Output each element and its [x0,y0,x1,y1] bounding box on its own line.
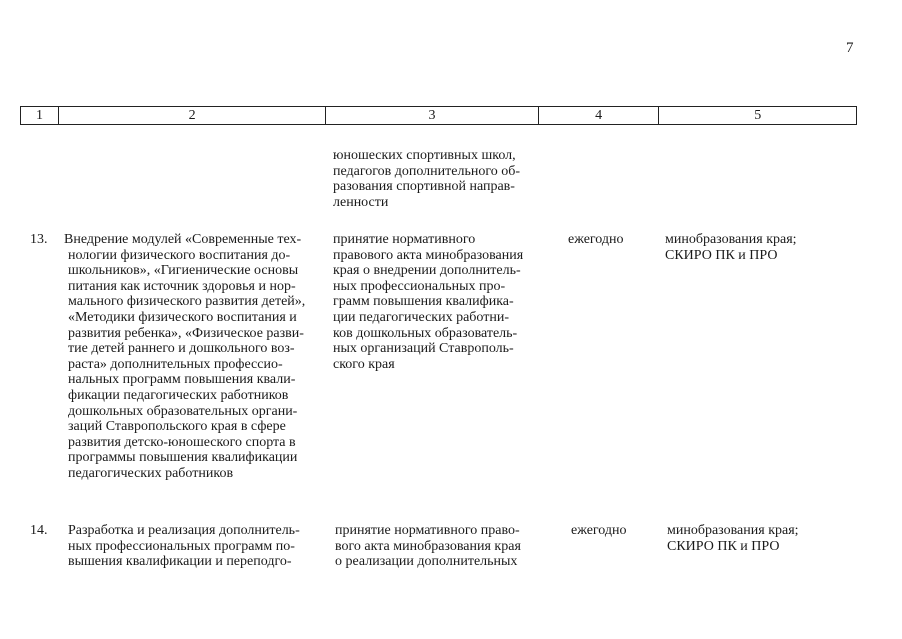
text-line: ных профессиональных программ по- [68,538,295,554]
text-line: фикации педагогических работников [68,387,289,403]
text-line: края о внедрении дополнитель- [333,263,521,279]
text-line: заций Ставропольского края в сфере [68,419,286,435]
text-line: принятие нормативного правового акта минобразования [333,232,524,263]
text-line: о реализации дополнительных [335,554,518,570]
text-line: Внедрение модулей «Современные тех- [64,232,302,247]
text-line: нальных программ повышения квали- [68,372,296,388]
text-line: вого акта минобразования края [335,538,521,554]
header-col-4: 4 [538,107,659,125]
text-line: мального физического развития детей», [68,294,306,310]
text-line: Разработка и реализация дополнитель- [68,523,300,538]
text-line: питания как источник здоровья и нор- [68,278,296,294]
text-line: вышения квалификации и переподго- [68,554,292,570]
header-col-5: 5 [659,107,857,125]
header-col-1: 1 [21,107,59,125]
text-line: развития ребенка», «Физическое разви- [68,325,304,341]
row-13-responsible [665,232,855,263]
text-line: педагогических работников [68,465,234,481]
row-14-result [335,523,540,570]
text-line: СКИРО ПК и ПРО [667,538,780,554]
row-13-result [333,232,538,372]
text-line: тие детей раннего и дошкольного воз- [68,341,295,357]
text-line: грамм повышения квалифика- [333,294,514,310]
header-col-2: 2 [58,107,325,125]
text-line: развития детско-юношеского спорта в [68,434,296,450]
table-header-row [20,106,857,125]
row-14-measure [68,523,326,570]
row-13-measure [64,232,322,482]
text-line: раста» дополнительных профессио- [68,356,283,372]
text-line: «Методики физического воспитания и [68,309,297,325]
row-number: 14. [30,523,48,538]
row-number: 13. [30,232,48,247]
text-line: дошкольных образовательных органи- [68,403,298,419]
text-line: юношеских спортивных школ, [333,148,516,163]
text-line: минобразования края; [665,232,797,247]
row-13-deadline: ежегодно [568,232,624,247]
text-line: СКИРО ПК и ПРО [665,247,778,263]
text-line: ского края [333,356,395,372]
page-number: 7 [846,40,854,56]
text-line: минобразования края; [667,523,799,538]
header-col-3: 3 [326,107,538,125]
text-line: ных организаций Ставрополь- [333,341,514,357]
text-line: программы повышения квалификации [68,450,298,466]
row-14-responsible [667,523,857,554]
continuation-col3 [333,148,533,210]
text-line: ленности [333,194,389,210]
text-line: нологии физического воспитания до- [68,247,291,263]
row-14-deadline: ежегодно [571,523,627,538]
text-line: разования спортивной направ- [333,179,515,195]
text-line: школьников», «Гигиенические основы [68,263,299,279]
text-line: ков дошкольных образователь- [333,325,518,341]
text-line: принятие нормативного право- [335,523,520,538]
text-line: педагогов дополнительного об- [333,163,521,179]
text-line: ции педагогических работни- [333,309,509,325]
text-line: ных профессиональных про- [333,278,506,294]
